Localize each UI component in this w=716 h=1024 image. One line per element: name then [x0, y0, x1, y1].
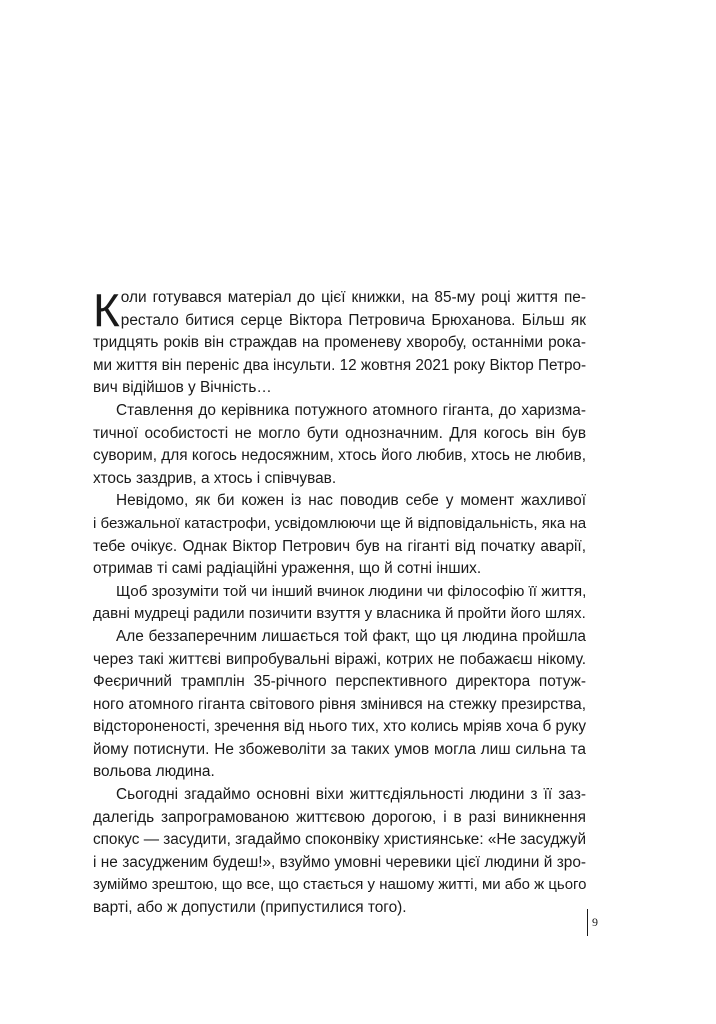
text-line: Невідомо, як би кожен із нас поводив себе у момент жахливої — [116, 492, 586, 510]
paragraph — [93, 490, 586, 580]
text-line: через такі життєві випробувальні віражі, котрих не побажаєш нікому. — [93, 650, 586, 668]
paragraph — [93, 626, 586, 784]
text-line: Ставлення до керівника потужного атомного гіганта, до харизма- — [116, 401, 586, 419]
text-line: відстороненості, зречення від нього тих, хто колись мріяв хоча б руку — [93, 718, 587, 736]
text-line: хтось заздрив, а хтось і співчував. — [93, 469, 337, 487]
text-line: спокус — засудити, згадаймо споконвіку християнське: «Не засуджуй — [93, 831, 586, 849]
text-line: Сьогодні згадаймо основні віхи життєдіяльності людини з її зaз- — [116, 786, 586, 804]
drop-cap: К — [93, 284, 120, 336]
paragraph — [93, 784, 586, 920]
text-line: далегідь запрограмованою життєвою дорогою, і в разі виникнення — [93, 808, 586, 826]
text-line: вольова людина. — [93, 763, 215, 781]
text-line: йому потиснути. Не збожеволіти за таких умов могла лиш сильна та — [93, 740, 586, 758]
text-line: давні мудреці радили позичити взуття у власника й пройти його шлях. — [93, 605, 586, 623]
text-line: і безжальної катастрофи, усвідомлюючи ще й відповідальність, яка на — [93, 514, 587, 532]
text-line: ного атомного гіганта світового рівня змінився на стежку презирства, — [93, 695, 586, 713]
text-line: зуміймо зрештою, що все, що стається у нашому житті, ми або ж цього — [93, 876, 587, 894]
text-line: рестало битися серце Віктора Петровича Брюханова. Більш як — [120, 311, 586, 329]
text-line: варті, або ж допустили (припустилися того). — [93, 899, 407, 917]
text-line: тридцять років він страждав на променеву хворобу, останніми рока- — [93, 334, 586, 352]
text-line: ми життя він переніс два інсульти. 12 жовтня 2021 року Віктор Петро- — [93, 356, 587, 374]
text-line: тебе очікує. Однак Віктор Петрович був на гіганті від початку аварії, — [93, 537, 586, 555]
text-line: Феєричний трамплін 35-річного перспективного директора потуж- — [93, 673, 586, 691]
text-line: і не засудженим будеш!», взуймо умовні черевики цієї людини й зро- — [93, 853, 586, 871]
text-line: оли готувався матеріал до цієї книжки, на 85-му році життя пе- — [120, 289, 586, 306]
page-number: 9 — [587, 909, 598, 936]
text-line: тичної особистості не могло бути однозначним. Для когось він був — [93, 424, 586, 442]
paragraph — [93, 581, 586, 626]
paragraph — [93, 284, 587, 400]
text-line: суворим, для когось недосяжним, хтось його любив, хтось не любив, — [93, 447, 586, 465]
text-line: Але беззаперечним лишається той факт, що ця людина пройшла — [116, 627, 586, 645]
text-line: вич відійшов у Вічність… — [93, 379, 272, 397]
text-line: отримав ті самі радіаційні ураження, що й сотні інших. — [93, 560, 482, 578]
text-line: Щоб зрозуміти той чи інший вчинок людини чи філософію її життя, — [116, 582, 587, 600]
body-text — [93, 284, 587, 920]
paragraph — [93, 400, 586, 490]
